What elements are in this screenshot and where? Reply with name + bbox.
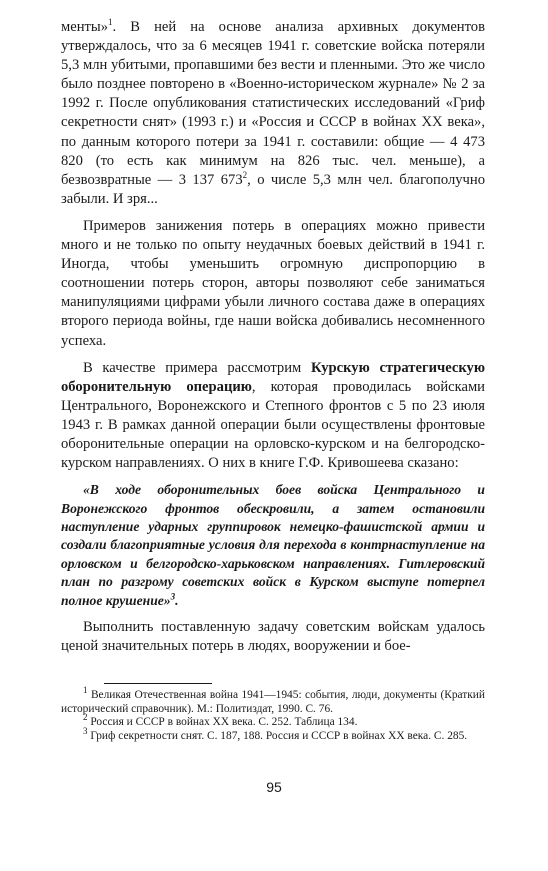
footnote-text-1: Великая Отечественная война 1941—1945: события, люди, документы (Краткий исторический справочник). М.: Политиздат, 1990. С. 76. [61,689,485,715]
page-number: 95 [266,779,282,795]
paragraph-1-text-c: , о числе 5,3 млн чел. благополучно забыли. И зря... [61,171,485,207]
paragraph-3-pre: В качестве примера рассмотрим [83,359,311,376]
footnote-number-3: 3 [83,725,88,736]
paragraph-1 [61,18,485,209]
footnote-text-2: Россия и СССР в войнах XX века. С. 252. Таблица 134. [90,716,358,729]
footnote-text-3: Гриф секретности снят. С. 187, 188. Россия и СССР в войнах XX века. С. 285. [90,729,468,742]
paragraph-1-text-b: . В ней на основе анализа архивных документов утверждалось, что за 6 месяцев 1941 г. советские войска потеряли 5,3 млн убитыми, пропавшими без вести и пленными. Это же число было позднее повторено в «Военно-историческом журнале» № 2 за 1992 г. После опубликования статистических исследований «Гриф секретности снят» (1993 г.) и «Россия и СССР в войнах XX века», по данным которого потери за 1941 г. составили: общие — 4 473 820 (то есть как минимум на 826 тыс. чел. меньше), а безвозвратные — 3 137 673 [61,19,485,188]
paragraph-4: Выполнить поставленную задачу советским войскам удалось ценой значительных потерь в людях, вооружении и бое- [61,619,485,655]
footnote-number-1: 1 [83,685,88,696]
paragraph-3-post: , которая проводилась войсками Центрального, Воронежского и Степного фронтов с 5 по 23 июля 1943 г. В рамках данной операции были осуществлены фронтовые оборонительные операции на орловско-курском и на белгородско-курском направлениях. О них в книге Г.Ф. Кривошеева сказано: [61,378,485,472]
footnote-1 [61,685,485,716]
paragraph-3 [61,359,485,474]
quotation-text: «В ходе оборонительных боев войска Центрального и Воронежского фронтов обескровили, а затем остановили наступление ударных группировок немецко-фашистской армии и создали благоприятные условия для перехода в контрнаступление на орловском и белгородско-харьковском направлениях. Гитлеровский план по разгрому советских войск в Курском выступе потерпел полное крушение» [61,482,485,608]
footnotes [61,685,485,743]
footnote-divider [104,683,212,684]
quotation: «В ходе оборонительных боев войска Центрального и Воронежского фронтов обескровили, а затем остановили наступление ударных группировок немецко-фашистской армии и создали благоприятные условия для перехода в контрнаступление на орловском и белгородско-харьковском направлениях. Гитлеровский план по разгрому советских войск в Курском выступе потерпел полное крушение»$^3$. [61,482,485,608]
operation-name: Курскую стратегическую оборонительную операцию [61,359,485,395]
footnote-ref-3: 3 [170,591,176,602]
footnote-2 [61,712,485,730]
footnote-number-2: 2 [83,712,88,723]
main-text [61,18,485,664]
paragraph-2: Примеров занижения потерь в операциях можно привести много и не только по опыту неудачных боевых действий в 1941 г. Иногда, чтобы уменьшить огромную диспропорцию в соотношении потерь сторон, авторы позволяют себе заниматься манипуляциями цифрами убыли личного состава даже в операциях второго периода войны, где наши войска добивались несомненного успеха. [61,217,485,349]
footnote-ref-1: 1 [108,17,113,28]
footnote-ref-2: 2 [242,169,248,180]
footnote-3 [61,725,485,744]
paragraph-1-text-a: менты» [61,19,109,35]
